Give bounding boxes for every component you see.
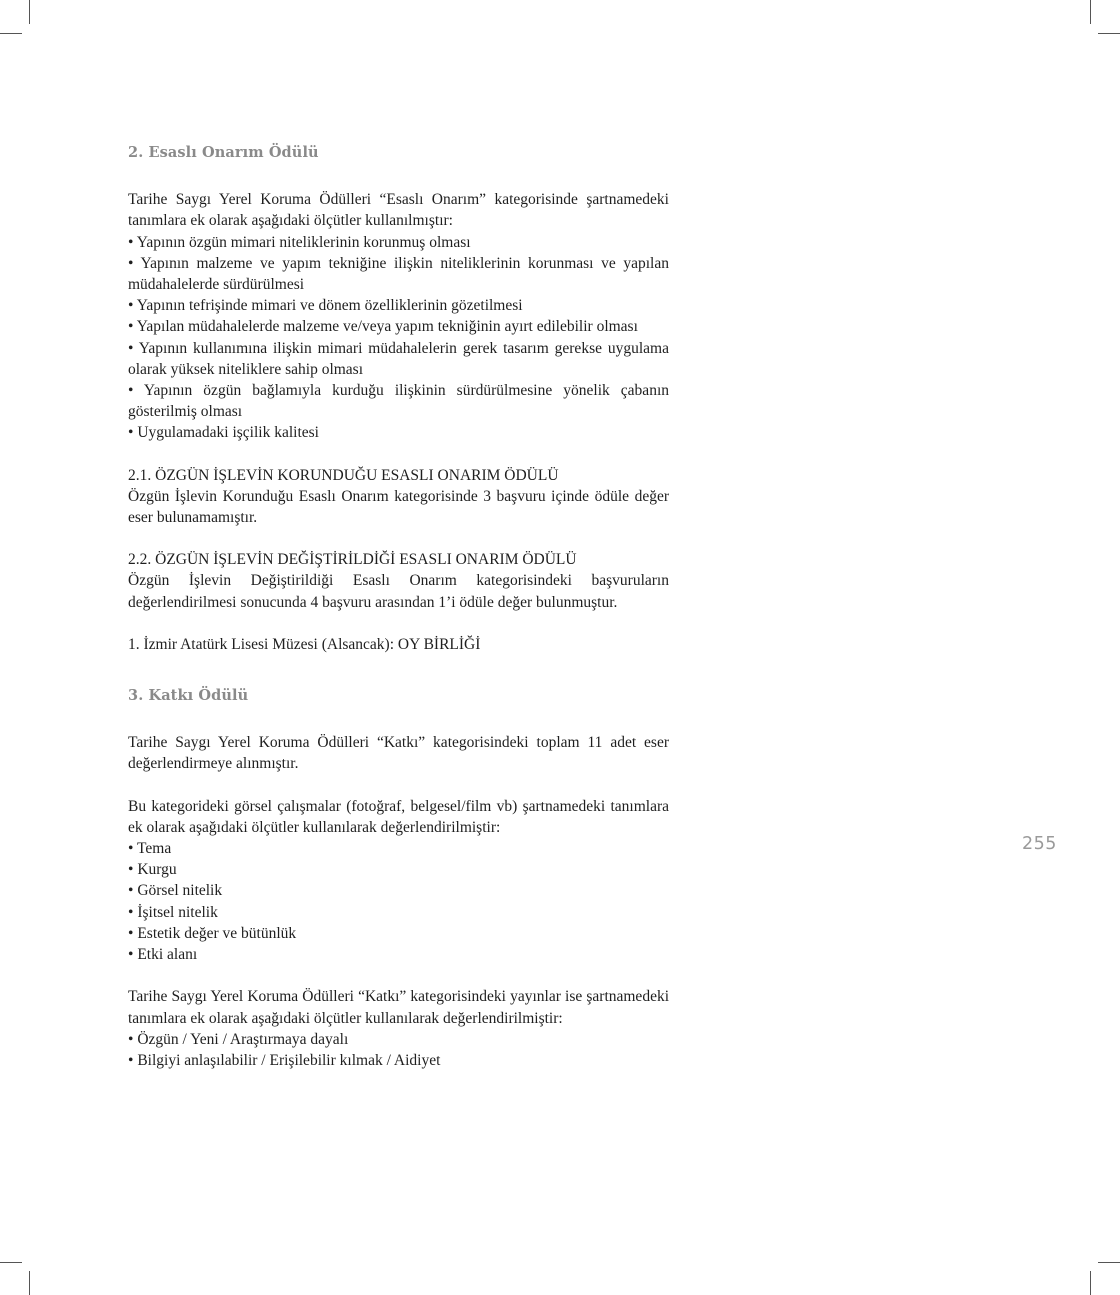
list-item: • Yapının özgün mimari niteliklerinin korunmuş olması	[128, 232, 669, 253]
list-item: • Tema	[128, 838, 669, 859]
publications-intro: Tarihe Saygı Yerel Koruma Ödülleri “Katkı” kategorisindeki yayınlar ise şartnamedeki tanımlara ek olarak aşağıdaki ölçütler kullanılarak değerlendirilmiştir:	[128, 988, 669, 1027]
criteria-list	[128, 1029, 669, 1071]
criteria-list	[128, 232, 669, 444]
list-item: • Yapının tefrişinde mimari ve dönem özelliklerinin gözetilmesi	[128, 295, 669, 316]
section-title: 2. Esaslı Onarım Ödülü	[128, 144, 319, 161]
list-item: • Yapılan müdahalelerde malzeme ve/veya yapım tekniğinin ayırt edilebilir olması	[128, 316, 669, 337]
list-item: • Bilgiyi anlaşılabilir / Erişilebilir kılmak / Aidiyet	[128, 1050, 669, 1071]
section-intro: Tarihe Saygı Yerel Koruma Ödülleri “Esaslı Onarım” kategorisinde şartnamedeki tanımlara ek olarak aşağıdaki ölçütler kullanılmıştır:	[128, 191, 669, 230]
list-item: • Kurgu	[128, 859, 669, 880]
crop-mark	[1098, 33, 1120, 34]
crop-mark	[1090, 1271, 1091, 1295]
section-title: 3. Katkı Ödülü	[128, 687, 249, 705]
crop-mark	[1090, 0, 1091, 24]
list-item: • Özgün / Yeni / Araştırmaya dayalı	[128, 1029, 669, 1050]
visual-works-intro: Bu kategorideki görsel çalışmalar (fotoğraf, belgesel/film vb) şartnamedeki tanımlara ek olarak aşağıdaki ölçütler kullanılarak değerlendirilmiştir:	[128, 797, 669, 836]
page-number: 255	[1022, 834, 1057, 854]
list-item: • Yapının kullanımına ilişkin mimari müdahalelerin gerek tasarım gerekse uygulama olarak yüksek niteliklere sahip olması	[128, 338, 669, 380]
page-body	[128, 142, 669, 1071]
list-item: • Estetik değer ve bütünlük	[128, 923, 669, 944]
list-item: • İşitsel nitelik	[128, 902, 669, 923]
subsection-text: Özgün İşlevin Değiştirildiği Esaslı Onarım kategorisindeki başvuruların değerlendirilmesi sonucunda 4 başvuru arasından 1’i ödüle değer bulunmuştur.	[128, 572, 669, 611]
list-item: • Etki alanı	[128, 944, 669, 965]
criteria-list	[128, 838, 669, 965]
winner-entry: 1. İzmir Atatürk Lisesi Müzesi (Alsancak): OY BİRLİĞİ	[128, 635, 481, 653]
crop-mark	[29, 0, 30, 24]
crop-mark	[1098, 1262, 1120, 1263]
subsection-text: Özgün İşlevin Korunduğu Esaslı Onarım kategorisinde 3 başvuru içinde ödüle değer eser bulunamamıştır.	[128, 487, 669, 527]
list-item: • Uygulamadaki işçilik kalitesi	[128, 422, 669, 443]
subsection-title: 2.2. ÖZGÜN İŞLEVİN DEĞİŞTİRİLDİĞİ ESASLI ONARIM ÖDÜLÜ	[128, 551, 577, 569]
section-intro: Tarihe Saygı Yerel Koruma Ödülleri “Katkı” kategorisindeki toplam 11 adet eser değerlendirmeye alınmıştır.	[128, 734, 669, 773]
list-item: • Görsel nitelik	[128, 880, 669, 901]
crop-mark	[0, 1262, 22, 1263]
crop-mark	[29, 1271, 30, 1295]
list-item: • Yapının özgün bağlamıyla kurduğu ilişkinin sürdürülmesine yönelik çabanın gösterilmiş olması	[128, 380, 669, 422]
list-item: • Yapının malzeme ve yapım tekniğine ilişkin niteliklerinin korunması ve yapılan müdahalelerde sürdürülmesi	[128, 253, 669, 295]
crop-mark	[0, 33, 22, 34]
subsection-title: 2.1. ÖZGÜN İŞLEVİN KORUNDUĞU ESASLI ONARIM ÖDÜLÜ	[128, 466, 559, 484]
